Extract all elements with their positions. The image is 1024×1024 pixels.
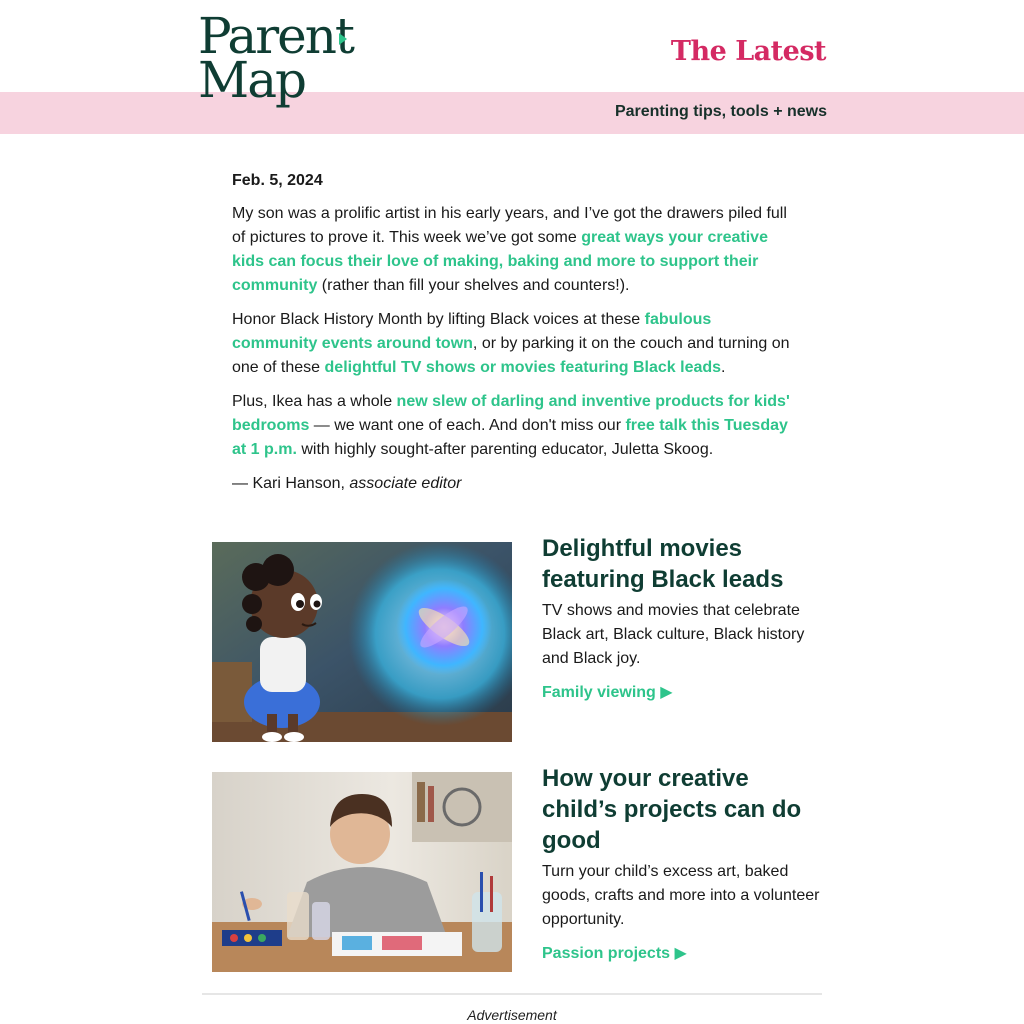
header: [0, 0, 1024, 134]
signature-name: — Kari Hanson,: [232, 475, 350, 492]
article-title[interactable]: Delightful movies featuring Black leads: [542, 535, 784, 593]
link-creative-kids[interactable]: great ways your creative kids can focus their love of making, baking and more to support their community: [232, 229, 768, 294]
article-image-animated-girl[interactable]: [212, 542, 512, 742]
article-description: Turn your child’s excess art, baked goods, crafts and more into a volunteer opportunity.: [542, 863, 820, 928]
header-tagline: Parenting tips, tools + news: [614, 103, 827, 120]
family-viewing-link[interactable]: Family viewing ▶: [542, 684, 673, 701]
newsletter-title: The Latest: [670, 36, 826, 67]
intro-paragraph-2: [232, 308, 797, 380]
article-card: [212, 765, 822, 972]
text: Honor Black History Month by lifting Black voices at these: [232, 311, 645, 328]
logo-line-map: Map: [198, 51, 306, 109]
logo-line-parent: Parent: [198, 7, 353, 65]
intro-paragraph-1: [232, 202, 797, 298]
signature-role: associate editor: [349, 475, 462, 492]
advertisement-label: Advertisement: [467, 1007, 557, 1023]
article-image-boy-painting[interactable]: [212, 772, 512, 972]
article-body: [542, 533, 827, 705]
text: , or by parking it on the couch and turning on one of these: [232, 335, 790, 376]
text: with highly sought-after parenting educator, Juletta Skoog.: [296, 441, 714, 458]
passion-projects-link[interactable]: Passion projects ▶: [542, 945, 687, 962]
text: .: [721, 359, 726, 376]
article-body: [542, 763, 827, 966]
issue-date: Feb. 5, 2024: [232, 172, 323, 189]
text: — we want one of each. And don't miss our: [309, 417, 626, 434]
intro-paragraph-3: [232, 390, 797, 462]
editor-note: [232, 170, 797, 506]
link-free-talk[interactable]: free talk this Tuesday at 1 p.m.: [232, 417, 788, 458]
article-card: [212, 535, 822, 742]
article-description: TV shows and movies that celebrate Black art, Black culture, Black history and Black joy.: [542, 602, 805, 667]
article-title[interactable]: How your creative child’s projects can do good: [542, 765, 802, 854]
parentmap-logo[interactable]: [198, 7, 353, 109]
signature: [232, 472, 797, 496]
play-triangle-icon: [339, 33, 347, 45]
divider: [202, 993, 822, 995]
text: (rather than fill your shelves and counters!).: [317, 277, 630, 294]
text: Plus, Ikea has a whole: [232, 393, 397, 410]
link-community-events[interactable]: fabulous community events around town: [232, 311, 712, 352]
link-ikea-products[interactable]: new slew of darling and inventive products for kids' bedrooms: [232, 393, 790, 434]
text: My son was a prolific artist in his early years, and I’ve got the drawers piled full of pictures to prove it. This week we’ve got some: [232, 205, 787, 246]
link-tv-shows[interactable]: delightful TV shows or movies featuring Black leads: [324, 359, 722, 376]
header-band: [0, 92, 1024, 134]
